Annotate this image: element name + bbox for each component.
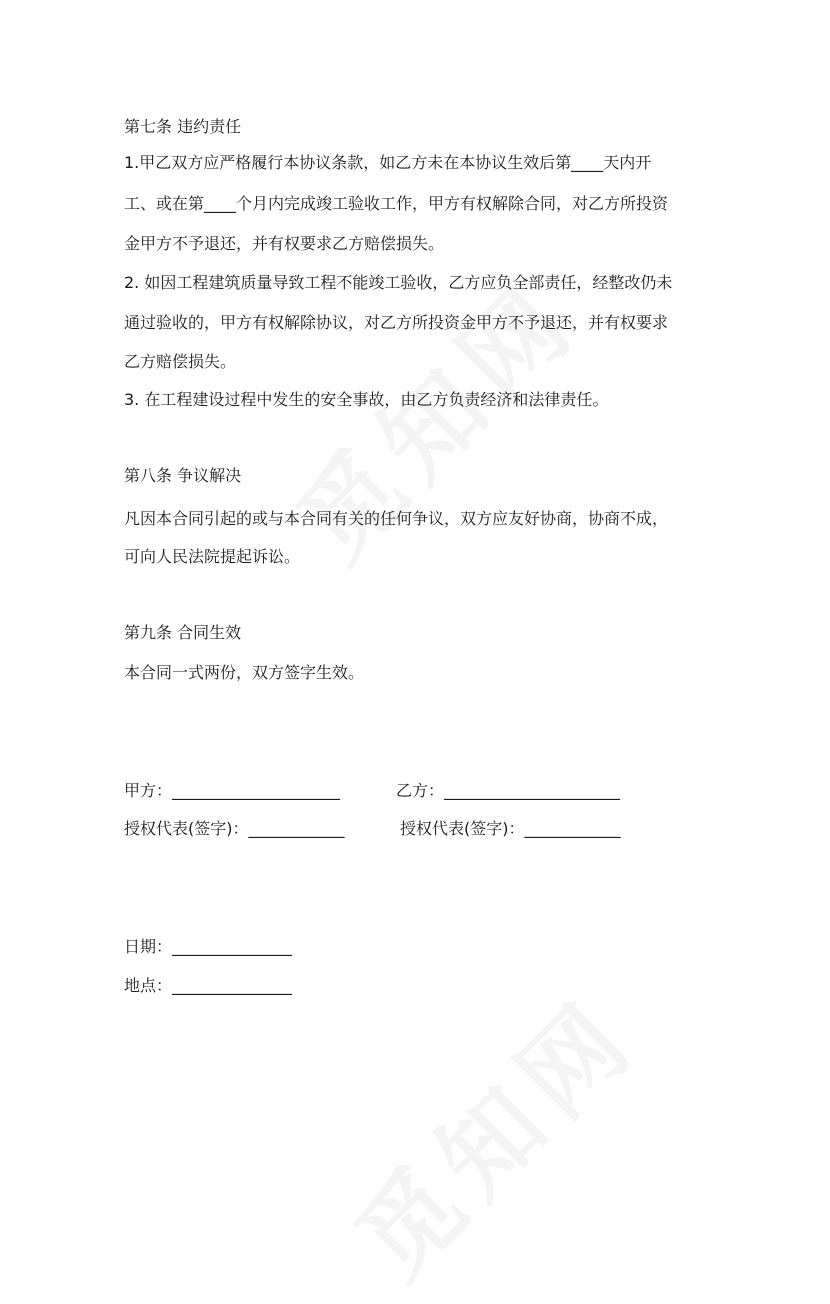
article7-clause2-line2: 通过验收的，甲方有权解除协议，对乙方所投资金甲方不予退还，并有权要求 (124, 313, 669, 332)
article9-heading: 第九条 合同生效 (124, 623, 242, 642)
article7-clause1-line3: 金甲方不予退还，并有权要求乙方赔偿损失。 (124, 234, 445, 253)
article7-clause1-line2: 工、或在第____个月内完成竣工验收工作，甲方有权解除合同，对乙方所投资 (124, 194, 669, 213)
article9-line1: 本合同一式两份，双方签字生效。 (124, 663, 365, 682)
article7-clause3-line1: 3. 在工程建设过程中发生的安全事故，由乙方负责经济和法律责任。 (124, 390, 609, 409)
article7-clause2-line1: 2. 如因工程建筑质量导致工程不能竣工验收，乙方应负全部责任，经整改仍未 (124, 273, 673, 292)
article8-line1: 凡因本合同引起的或与本合同有关的任何争议，双方应友好协商，协商不成， (124, 509, 669, 528)
party-a-signature: 甲方：_____________________ (124, 781, 341, 800)
article8-heading: 第八条 争议解决 (124, 466, 242, 485)
watermark-bottom (319, 960, 663, 1304)
party-b-representative: 授权代表(签字)：____________ (400, 819, 621, 838)
article8-line2: 可向人民法院提起诉讼。 (124, 547, 301, 566)
article7-clause1-line1: 1.甲乙双方应严格履行本协议条款，如乙方未在本协议生效后第____天内开 (124, 153, 652, 172)
article7-heading: 第七条 违约责任 (124, 117, 242, 136)
party-b-signature: 乙方：______________________ (396, 781, 621, 800)
place-field: 地点：_______________ (124, 976, 293, 995)
party-a-representative: 授权代表(签字)：____________ (124, 819, 345, 838)
date-field: 日期：_______________ (124, 937, 293, 956)
article7-clause2-line3: 乙方赔偿损失。 (124, 352, 237, 371)
